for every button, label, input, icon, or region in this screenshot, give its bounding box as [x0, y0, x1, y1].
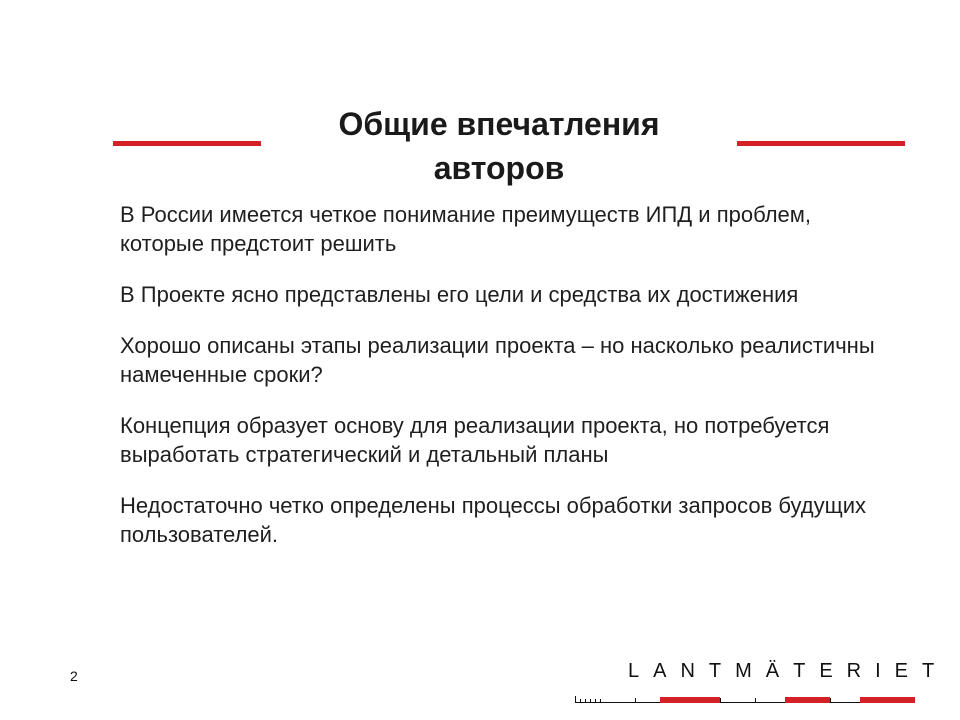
bullet-item: В Проекте ясно представлены его цели и средства их достижения: [120, 282, 799, 307]
title-rule-right: [737, 141, 905, 146]
lantmateriet-logo-text: LANTMÄTERIET: [628, 660, 949, 682]
slide-title: [260, 102, 738, 190]
bullet-list: [120, 200, 890, 571]
title-line-2: авторов: [433, 150, 565, 186]
bullet-item: Концепция образует основу для реализации проекта, но потребуется выработать стратегический и детальный планы: [120, 413, 830, 467]
page-number: 2: [70, 668, 78, 684]
bullet-item: Недостаточно четко определены процессы обработки запросов будущих пользователей.: [120, 493, 866, 547]
title-line-1: Общие впечатления: [338, 106, 660, 142]
title-rule-left: [113, 141, 261, 146]
bullet-item: Хорошо описаны этапы реализации проекта – но насколько реалистичны намеченные сроки?: [120, 333, 875, 387]
bullet-item: В России имеется четкое понимание преимуществ ИПД и проблем, которые предстоит решить: [120, 202, 812, 256]
logo-ruler-bar: [575, 694, 915, 704]
